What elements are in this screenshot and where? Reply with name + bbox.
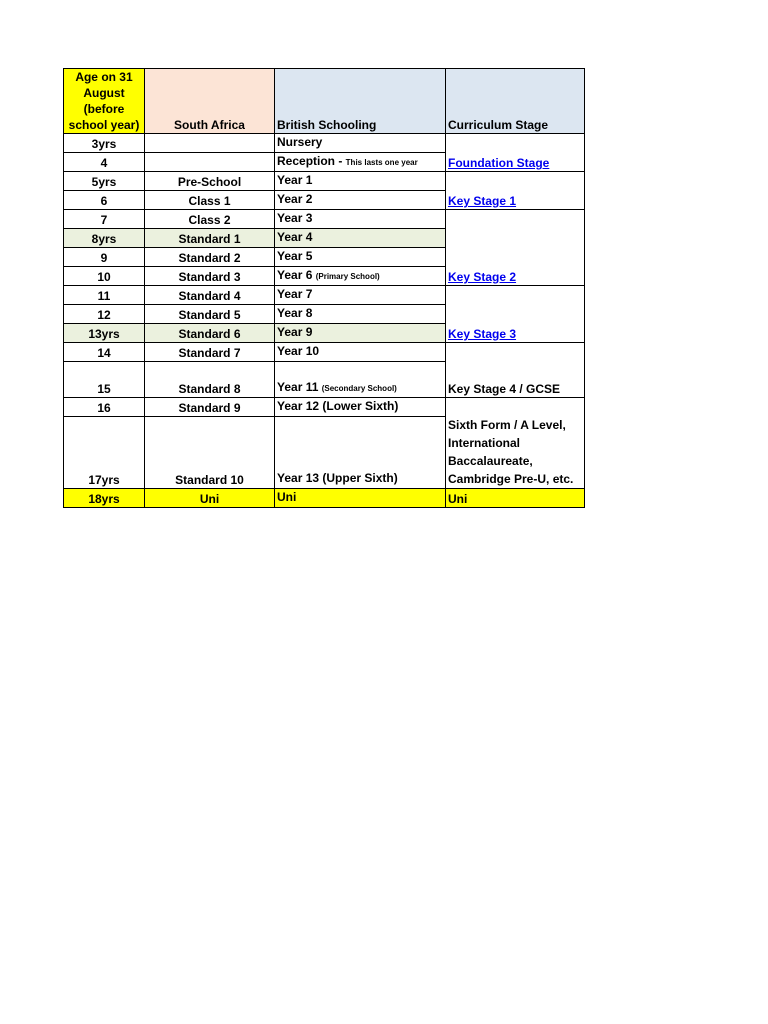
south-africa-cell: Standard 8 [145, 362, 275, 398]
foundation-stage-link[interactable]: Foundation Stage [448, 156, 550, 170]
south-africa-cell: Standard 5 [145, 305, 275, 324]
age-cell: 14 [64, 343, 145, 362]
british-cell: Year 11 (Secondary School) [275, 362, 446, 398]
age-cell: 5yrs [64, 172, 145, 191]
british-cell: Year 13 (Upper Sixth) [275, 417, 446, 489]
age-cell: 9 [64, 248, 145, 267]
age-cell: 6 [64, 191, 145, 210]
south-africa-cell: Standard 4 [145, 286, 275, 305]
header-south-africa: South Africa [145, 69, 275, 134]
british-cell: Year 6 (Primary School) [275, 267, 446, 286]
south-africa-cell: Standard 3 [145, 267, 275, 286]
stage-ks3-cell [446, 286, 585, 343]
stage-sixth-form-cell: Sixth Form / A Level, International Baccalaureate, Cambridge Pre-U, etc. [446, 398, 585, 489]
table-row [64, 172, 585, 191]
age-cell: 3yrs [64, 134, 145, 153]
age-cell: 8yrs [64, 229, 145, 248]
stage-foundation-cell [446, 134, 585, 172]
age-cell: 17yrs [64, 417, 145, 489]
south-africa-cell: Uni [145, 489, 275, 508]
british-cell: Reception - This lasts one year [275, 153, 446, 172]
age-cell: 16 [64, 398, 145, 417]
south-africa-cell: Standard 1 [145, 229, 275, 248]
british-cell: Nursery [275, 134, 446, 153]
stage-ks2-cell [446, 210, 585, 286]
age-cell: 15 [64, 362, 145, 398]
key-stage-3-link[interactable]: Key Stage 3 [448, 327, 517, 341]
british-cell: Year 2 [275, 191, 446, 210]
british-cell: Year 8 [275, 305, 446, 324]
south-africa-cell: Standard 7 [145, 343, 275, 362]
key-stage-2-link[interactable]: Key Stage 2 [448, 270, 517, 284]
table-row [64, 134, 585, 153]
stage-ks1-cell [446, 172, 585, 210]
age-cell: 10 [64, 267, 145, 286]
south-africa-cell: Standard 9 [145, 398, 275, 417]
table-row [64, 398, 585, 417]
table-row [64, 286, 585, 305]
south-africa-cell [145, 134, 275, 153]
header-curriculum-stage: Curriculum Stage [446, 69, 585, 134]
table-row-final [64, 489, 585, 508]
stage-ks4-cell: Key Stage 4 / GCSE [446, 343, 585, 398]
header-row [64, 69, 585, 134]
british-cell: Year 12 (Lower Sixth) [275, 398, 446, 417]
key-stage-1-link[interactable]: Key Stage 1 [448, 194, 517, 208]
age-cell: 18yrs [64, 489, 145, 508]
header-age: Age on 31 August (before school year) [64, 69, 145, 134]
header-british-schooling: British Schooling [275, 69, 446, 134]
south-africa-cell: Standard 10 [145, 417, 275, 489]
british-cell: Year 10 [275, 343, 446, 362]
age-cell: 13yrs [64, 324, 145, 343]
british-cell: Year 3 [275, 210, 446, 229]
age-cell: 4 [64, 153, 145, 172]
schooling-comparison-table [63, 68, 585, 508]
south-africa-cell: Class 1 [145, 191, 275, 210]
british-cell: Year 9 [275, 324, 446, 343]
south-africa-cell [145, 153, 275, 172]
age-cell: 7 [64, 210, 145, 229]
british-cell: Year 1 [275, 172, 446, 191]
table-row [64, 343, 585, 362]
table-row [64, 210, 585, 229]
south-africa-cell: Standard 2 [145, 248, 275, 267]
south-africa-cell: Class 2 [145, 210, 275, 229]
stage-uni-cell: Uni [446, 489, 585, 508]
british-cell: Uni [275, 489, 446, 508]
south-africa-cell: Pre-School [145, 172, 275, 191]
age-cell: 11 [64, 286, 145, 305]
british-cell: Year 7 [275, 286, 446, 305]
british-cell: Year 4 [275, 229, 446, 248]
south-africa-cell: Standard 6 [145, 324, 275, 343]
age-cell: 12 [64, 305, 145, 324]
british-cell: Year 5 [275, 248, 446, 267]
